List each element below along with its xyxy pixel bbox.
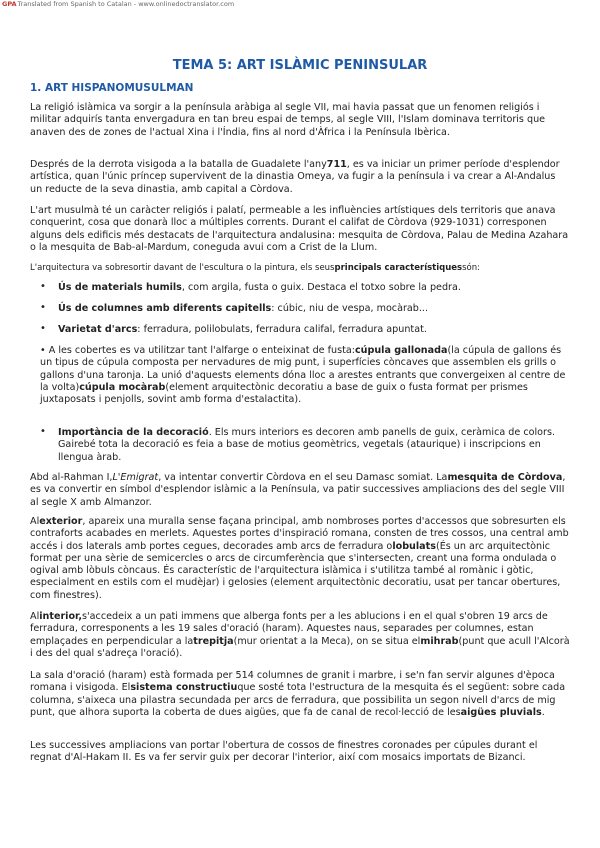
paragraph-cupola: • A les cobertes es va utilitzar tant l'alfarge o enteixinat de fusta:cúpula gallonada(la cúpula de gallons és un tipus de cúpula composta per nervadures de mig punt, i superfícies còncaves que assemblen els grills o gallons d'una taronja. La unió d'aquests elements dóna lloc a arestes entrants que convergeixen al centre de la volta)cúpula mocàrab(element arquitectònic decoratiu a base de guix o fusta format per prismes juxtaposats i penjolls, sovint amb forma d'estalactita). <box>40 345 566 406</box>
page-title: TEMA 5: ART ISLÀMIC PENINSULAR <box>172 58 428 73</box>
paragraph-exterior: Alexterior, apareix una muralla sense façana principal, amb nombroses portes d'accessos que sobresurten els contraforts acabades en merlets. Aquestes portes d'inspiració romana, consten de tres cossos, una central amb accés i dos laterals amb portes cegues, decorades amb arcs de ferradura olobulats(És un arc arquitectònic format per una sèrie de semicercles o arcs de circumferència que s'intersecten, creant una forma ondulada o ogival amb lòbuls còncaus. És característic de l'arquitectura islàmica i s'utilitza també al romànic i gòtic, especialment en estils com el mudèjar) i gelosies (element arquitectònic decoratiu, usat per tancar obertures, com finestres). <box>30 516 569 601</box>
bullet-mark: • <box>40 323 46 334</box>
bullet-arches: Varietat d'arcs: ferradura, polilobulats, ferradura califal, ferradura apuntat. <box>58 324 427 335</box>
bullet-decoration: Importància de la decoració. Els murs interiors es decoren amb panells de guix, ceràmica de colors. Gairebé tota la decoració es feia a base de motius geomètrics, vegetals (ataurique) i inscripcions en llengua àrab. <box>58 427 555 463</box>
paragraph-characteristics: L'arquitectura va sobresortir davant de l'escultura o la pintura, els seusprincipals característiquessón: <box>30 263 481 273</box>
paragraph-interior: Alinterior,s'accedeix a un pati immens que alberga fonts per a les ablucions i en el qual s'obren 19 arcs de ferradura, corresponents a les 19 sales d'oració (haram). Aquestes naus, separades per columnes, estan emplaçades en perpendicular a latrepitja(mur orientat a la Meca), on se situa elmihrab(punt que acull l'Alcorà i des del qual s'adreça l'oració). <box>30 611 570 659</box>
bullet-materials: Ús de materials humils, com argila, fusta o guix. Destaca el totxo sobre la pedra. <box>58 282 461 293</box>
section-heading: 1. ART HISPANOMUSULMAN <box>30 82 194 94</box>
paragraph-prayer-hall: La sala d'oració (haram) està formada per 514 columnes de granit i marbre, i se'n fan servir algunes d'època romana i visigoda. Elsistema constructiuque sosté tota l'estructura de la mesquita és el següent: sobre cada columna, s'aixeca una pilastra secundada per arcs de ferradura, que possibilita un segon nivell d'arcs de mig punt, que alhora suporta la coberta de dues aigües, que fa de canal de recol·lecció de lesaigües pluvials. <box>30 670 566 718</box>
bullet-columns: Ús de columnes amb diferents capitells: cúbic, niu de vespa, mocàrab... <box>58 303 429 314</box>
translation-banner <box>2 0 234 8</box>
paragraph-art-character: L'art musulmà té un caràcter religiós i palatí, permeable a les influències artístiques dels territoris que anava conquerint, cosa que donarà lloc a múltiples corrents. Durant el califat de Còrdova (929-1031) corresponen alguns dels edificis més destacats de l'arquitectura andalusina: mesquita de Còrdova, Palau de Medina Azahara o la mesquita de Bab-al-Mardum, coneguda avui com a Crist de la Llum. <box>30 205 569 253</box>
paragraph-intro: La religió islàmica va sorgir a la península aràbiga al segle VII, mai havia passat que un fenomen religiós i militar adquirís tanta envergadura en tan breu espai de temps, al segle VIII, l'Islam dominava territoris que anaven des de zones de l'actual Xina i l'Índia, fins al nord d'Àfrica i la Península Ibèrica. <box>30 102 546 138</box>
paragraph-abd-al-rahman: Abd al-Rahman I,L'Emigrat, va intentar convertir Còrdova en el seu Damasc somiat. Lamesquita de Còrdova, es va convertir en símbol d'esplendor islàmic a la Península, va patir successives ampliacions des del segle VIII al segle X amb Almanzor. <box>30 472 566 508</box>
bullet-mark: • <box>40 281 46 292</box>
translation-notice: Translated from Spanish to Catalan - www.onlinedoctranslator.com <box>17 0 235 8</box>
translator-logo: GPA <box>2 0 17 8</box>
bullet-mark: • <box>40 302 46 313</box>
paragraph-guadalete: Després de la derrota visigoda a la batalla de Guadalete l'any711, es va iniciar un primer període d'esplendor artística, quan l'únic príncep supervivent de la dinastia Omeya, va fugir a la península i va crear a Al-Andalus un reducte de la seva dinastia, amb capital a Còrdova. <box>30 159 560 195</box>
paragraph-extensions: Les successives ampliacions van portar l'obertura de cossos de finestres coronades per cúpules durant el regnat d'Al-Hakam II. Es va fer servir guix per decorar l'interior, així com mosaics importats de Bizanci. <box>30 740 538 764</box>
bullet-mark: • <box>40 426 46 437</box>
